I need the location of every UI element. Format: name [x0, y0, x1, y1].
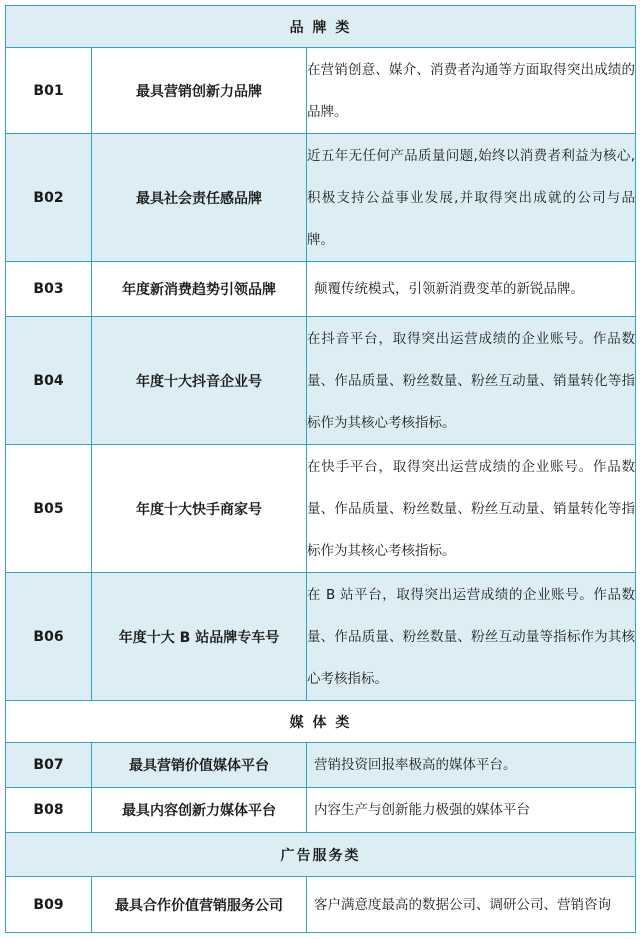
award-name: 年度十大快手商家号 [92, 445, 307, 573]
award-code: B02 [6, 134, 92, 262]
table-row [6, 317, 636, 445]
award-code: B03 [6, 262, 92, 317]
award-description: 颠覆传统模式，引领新消费变革的新锐品牌。 [307, 262, 636, 317]
award-name: 最具营销价值媒体平台 [92, 743, 307, 788]
table-row [6, 877, 636, 933]
table-row [6, 262, 636, 317]
award-code: B08 [6, 788, 92, 833]
award-code: B09 [6, 877, 92, 933]
award-code: B06 [6, 573, 92, 701]
award-description: 在抖音平台，取得突出运营成绩的企业账号。作品数量、作品质量、粉丝数量、粉丝互动量、销量转化等指标作为其核心考核指标。 [307, 317, 636, 445]
award-description: 近五年无任何产品质量问题,始终以消费者利益为核心,积极支持公益事业发展,并取得突出成就的公司与品牌。 [307, 134, 636, 262]
award-description: 在快手平台，取得突出运营成绩的企业账号。作品数量、作品质量、粉丝数量、粉丝互动量、销量转化等指标作为其核心考核指标。 [307, 445, 636, 573]
section-title: 媒 体 类 [6, 701, 636, 743]
award-name: 年度十大 B 站品牌专车号 [92, 573, 307, 701]
award-description: 在 B 站平台，取得突出运营成绩的企业账号。作品数量、作品质量、粉丝数量、粉丝互动量等指标作为其核心考核指标。 [307, 573, 636, 701]
award-description: 在营销创意、媒介、消费者沟通等方面取得突出成绩的品牌。 [307, 48, 636, 134]
award-name: 最具合作价值营销服务公司 [92, 877, 307, 933]
table-row [6, 788, 636, 833]
table-row [6, 134, 636, 262]
section-header [6, 6, 636, 48]
section-title: 广告服务类 [6, 833, 636, 877]
award-name: 年度新消费趋势引领品牌 [92, 262, 307, 317]
section-header [6, 701, 636, 743]
award-code: B04 [6, 317, 92, 445]
award-code: B05 [6, 445, 92, 573]
award-code: B07 [6, 743, 92, 788]
award-description: 内容生产与创新能力极强的媒体平台 [307, 788, 636, 833]
award-name: 年度十大抖音企业号 [92, 317, 307, 445]
award-name: 最具营销创新力品牌 [92, 48, 307, 134]
award-code: B01 [6, 48, 92, 134]
award-name: 最具社会责任感品牌 [92, 134, 307, 262]
award-description: 营销投资回报率极高的媒体平台。 [307, 743, 636, 788]
award-name: 最具内容创新力媒体平台 [92, 788, 307, 833]
table-row [6, 573, 636, 701]
table-row [6, 48, 636, 134]
section-title: 品 牌 类 [6, 6, 636, 48]
awards-table [5, 5, 636, 933]
table-row [6, 743, 636, 788]
award-description: 客户满意度最高的数据公司、调研公司、营销咨询 [307, 877, 636, 933]
table-row [6, 445, 636, 573]
section-header [6, 833, 636, 877]
